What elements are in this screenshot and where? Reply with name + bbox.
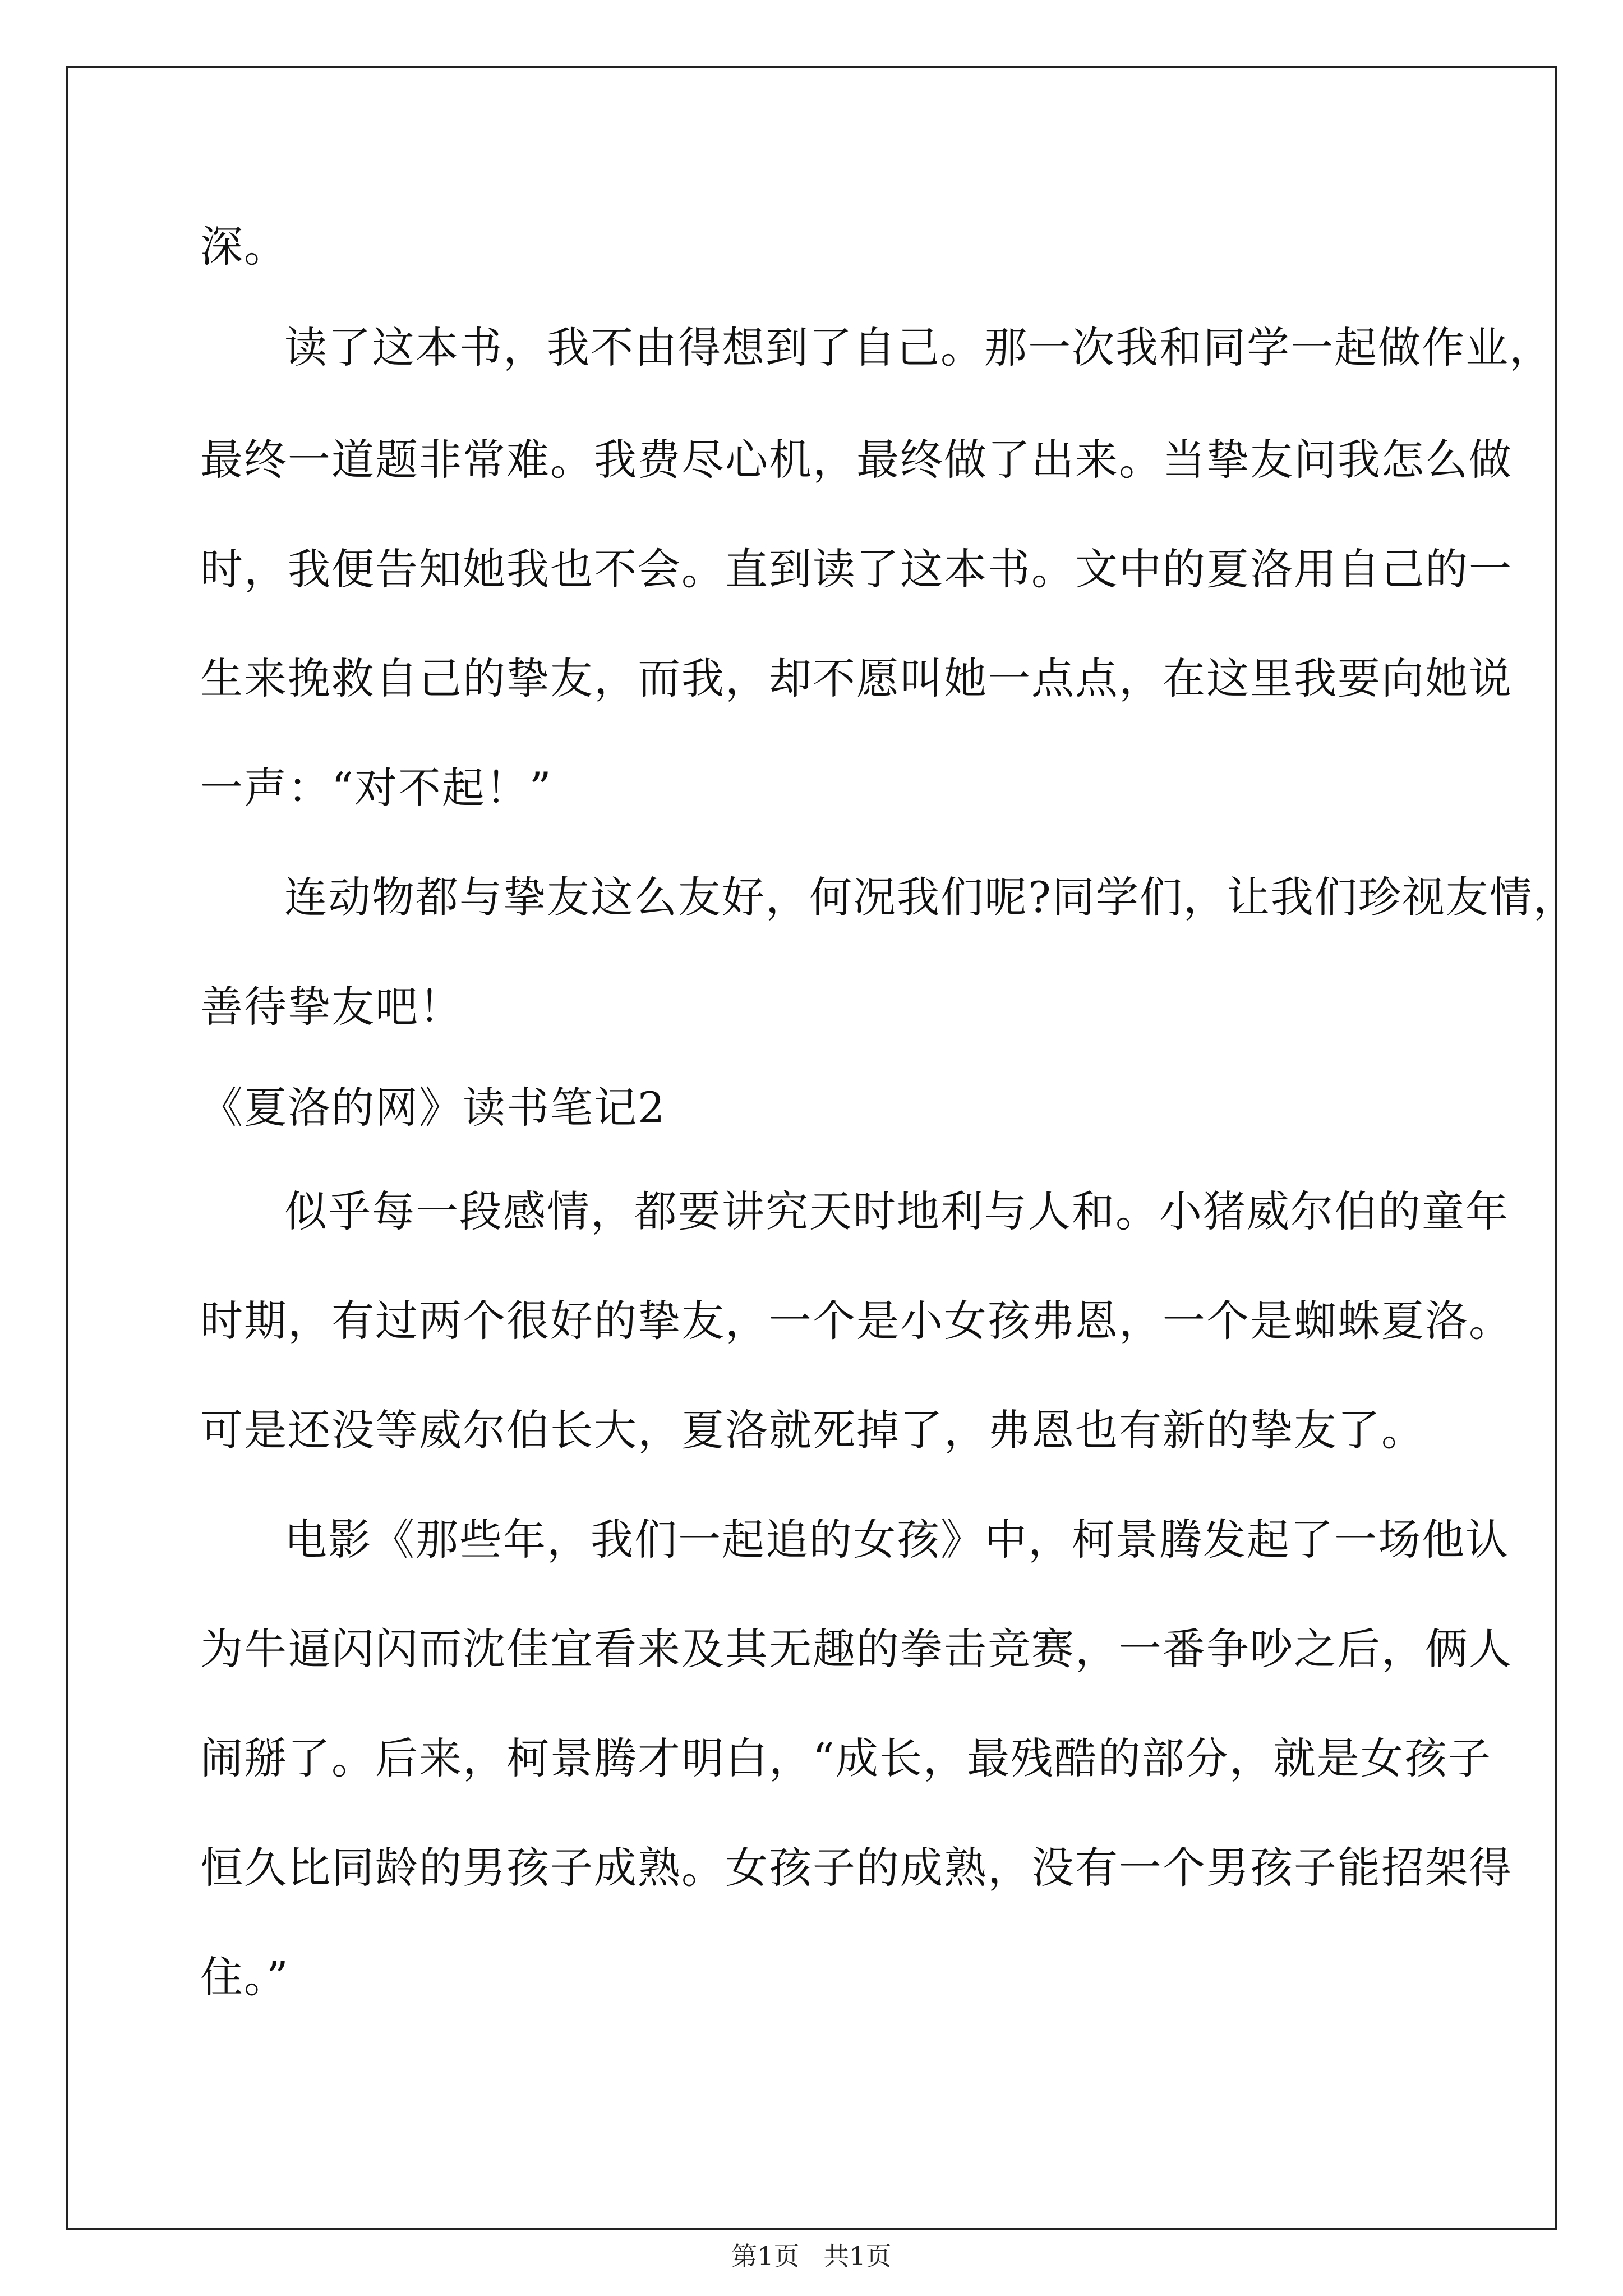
text-line: 恒久比同龄的男孩子成熟。女孩子的成熟，没有一个男孩子能招架得	[200, 1843, 1513, 1893]
text-line: 住。”	[200, 1952, 289, 2002]
section-heading: 《夏洛的网》读书笔记2	[200, 1083, 666, 1133]
text-line: 连动物都与挚友这么友好，何况我们呢?同学们，让我们珍视友情，	[284, 872, 1577, 922]
text-line: 最终一道题非常难。我费尽心机，最终做了出来。当挚友问我怎么做	[200, 435, 1513, 485]
text-line: 时，我便告知她我也不会。直到读了这本书。文中的夏洛用自己的一	[200, 544, 1513, 594]
text-line: 为牛逼闪闪而沈佳宜看来及其无趣的拳击竞赛，一番争吵之后，俩人	[200, 1624, 1513, 1674]
text-line: 深。	[200, 222, 288, 272]
page-number: 第1页	[731, 2241, 800, 2271]
text-line: 时期，有过两个很好的挚友，一个是小女孩弗恩，一个是蜘蛛夏洛。	[200, 1296, 1513, 1346]
page-border	[66, 66, 1557, 2230]
text-line: 生来挽救自己的挚友，而我，却不愿叫她一点点，在这里我要向她说	[200, 654, 1513, 703]
text-line: 善待挚友吧！	[200, 982, 463, 1032]
text-line: 闹掰了。后来，柯景腾才明白，“成长，最残酷的部分，就是女孩子	[200, 1733, 1492, 1783]
text-line: 似乎每一段感情，都要讲究天时地利与人和。小猪威尔伯的童年	[284, 1186, 1509, 1236]
text-line: 读了这本书，我不由得想到了自己。那一次我和同学一起做作业，	[284, 323, 1553, 372]
page-total: 共1页	[823, 2241, 892, 2271]
text-line: 可是还没等威尔伯长大，夏洛就死掉了，弗恩也有新的挚友了。	[200, 1405, 1425, 1455]
text-line: 电影《那些年，我们一起追的女孩》中，柯景腾发起了一场他认	[284, 1515, 1509, 1565]
text-line: 一声：“对不起！”	[200, 763, 552, 813]
page-footer	[0, 2239, 1623, 2273]
